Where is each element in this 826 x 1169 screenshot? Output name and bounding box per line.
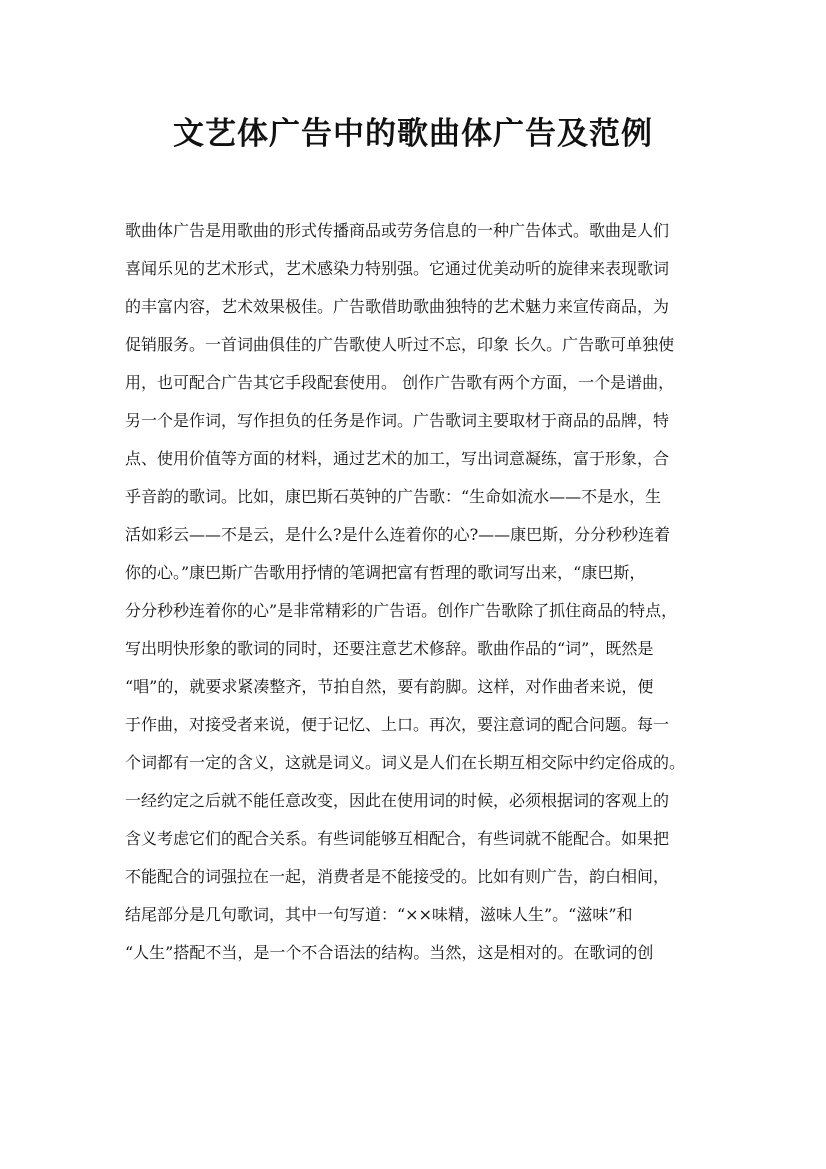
body-line: 乎音韵的歌词。比如，康巴斯石英钟的广告歌：“生命如流水——不是水，生 (125, 487, 662, 506)
body-line: “人生”搭配不当，是一个不合语法的结构。当然，这是相对的。在歌词的创 (125, 943, 654, 962)
document-body (125, 212, 725, 972)
body-line: 另一个是作词，写作担负的任务是作词。广告歌词主要取材于商品的品牌，特 (125, 411, 670, 430)
body-line: 促销服务。一首词曲俱佳的广告歌使人听过不忘，印象 长久。广告歌可单独使 (125, 335, 675, 354)
body-line: 活如彩云——不是云，是什么?是什么连着你的心?——康巴斯，分分秒秒连着 (125, 525, 671, 544)
body-line: 点、使用价值等方面的材料，通过艺术的加工，写出词意凝练，富于形象，合 (125, 449, 670, 468)
body-line: “唱”的，就要求紧凑整齐，节拍自然，要有韵脚。这样，对作曲者来说，便 (125, 677, 654, 696)
body-line: 歌曲体广告是用歌曲的形式传播商品或劳务信息的一种广告体式。歌曲是人们 (125, 221, 670, 240)
body-line: 分分秒秒连着你的心”是非常精彩的广告语。创作广告歌除了抓住商品的特点， (125, 601, 678, 620)
body-line: 不能配合的词强拉在一起，消费者是不能接受的。比如有则广告，韵白相间， (125, 867, 670, 886)
body-line: 的丰富内容，艺术效果极佳。广告歌借助歌曲独特的艺术魅力来宣传商品，为 (125, 297, 670, 316)
body-line: 写出明快形象的歌词的同时，还要注意艺术修辞。歌曲作品的“词”，既然是 (125, 639, 654, 658)
body-line: 含义考虑它们的配合关系。有些词能够互相配合，有些词就不能配合。如果把 (125, 829, 670, 848)
body-line: 个词都有一定的含义，这就是词义。词义是人们在长期互相交际中约定俗成的。 (125, 753, 686, 772)
document-title: 文艺体广告中的歌曲体广告及范例 (173, 116, 653, 152)
body-line: 喜闻乐见的艺术形式，艺术感染力特别强。它通过优美动听的旋律来表现歌词 (125, 259, 670, 278)
body-line: 于作曲，对接受者来说，便于记忆、上口。再次，要注意词的配合问题。每一 (125, 715, 670, 734)
body-line: 一经约定之后就不能任意改变，因此在使用词的时候，必须根据词的客观上的 (125, 791, 670, 810)
body-line: 结尾部分是几句歌词，其中一句写道：“××味精，滋味人生”。“滋味”和 (125, 905, 633, 924)
body-line: 你的心。”康巴斯广告歌用抒情的笔调把富有哲理的歌词写出来，“康巴斯， (125, 563, 646, 582)
body-line: 用，也可配合广告其它手段配套使用。 创作广告歌有两个方面，一个是谱曲， (125, 373, 675, 392)
